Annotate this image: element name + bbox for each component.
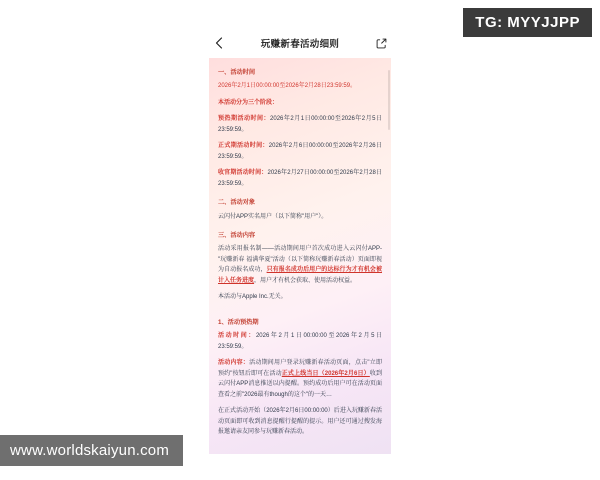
telegram-watermark-badge: TG: MYYJJPP <box>463 8 592 37</box>
paragraph-post: 收到云闪付APP消息推送以内提醒。预约成功后用户可在活动页面查看之前"2026最有though的这个"的一天… <box>218 370 382 398</box>
section-paragraph <box>218 168 382 189</box>
section-paragraph: 云闪付APP实名用户（以下简称"用户"）。 <box>218 213 328 220</box>
paragraph-emphasis: 正式上线当日（2026年2月6日） <box>281 370 370 377</box>
phase-value: 2026年2月6日00:00:00至2026年2月26日23:59:59。 <box>218 143 382 160</box>
phase-value: 2026年2月1日00:00:00至2026年2月5日23:59:59。 <box>218 116 382 133</box>
phase-label: 活动时间： <box>218 333 256 340</box>
navigation-bar <box>203 28 397 58</box>
section-paragraph <box>218 244 382 286</box>
phase-label: 正式期活动时间： <box>218 143 269 150</box>
scrollbar[interactable] <box>388 70 390 130</box>
paragraph-post: ，用户才有机会获取、使用活动权益。 <box>254 277 357 284</box>
rules-body <box>209 58 391 454</box>
paragraph-pre: 活动期间用户登录玩赚新春活动页面，点击"立即预约"按钮后即可在活动 <box>218 360 382 377</box>
section-heading: 三、活动内容 <box>218 232 256 240</box>
chevron-left-icon[interactable] <box>211 35 227 51</box>
rules-content-panel[interactable] <box>209 58 391 454</box>
paragraph-pre: 活动采用报名制——活动期间用户首次成功进入云闪付APP-"玩赚新春 福满华夏"活动（以下简称玩赚新春活动）页面即视为自动报名成功， <box>218 246 382 274</box>
phase-label: 活动内容： <box>218 360 250 367</box>
section-paragraph <box>218 141 382 162</box>
section-paragraph: 2026年2月1日00:00:00至2026年2月28日23:59:59。 <box>218 83 357 90</box>
section-heading: 一、活动时间 <box>218 69 256 76</box>
section-paragraph <box>218 358 382 400</box>
paragraph-emphasis: 只有报名成功后用户的达标行为才有机会被计入任务进度 <box>218 267 382 284</box>
phone-screen <box>203 28 397 460</box>
section-paragraph: 在正式活动开始（2026年2月6日00:00:00）后进入玩赚新春活动页面即可收到消息提醒行提醒的提示。用户还可通过搜发海报邀请亲友同参与玩赚新春活动。 <box>218 408 382 436</box>
section-paragraph <box>218 331 382 352</box>
share-export-icon[interactable] <box>373 35 389 51</box>
phase-value: 2026年2月27日00:00:00至2026年2月28日23:59:59。 <box>218 170 382 187</box>
section-heading: 1、活动预热期 <box>218 318 259 326</box>
site-watermark: www.worldskaiyun.com <box>0 435 183 466</box>
section-paragraph: 本活动分为三个阶段： <box>218 99 279 106</box>
section-heading: 二、活动对象 <box>218 199 256 207</box>
phase-label: 预热期活动时间： <box>218 116 271 123</box>
phase-value: 2026年2月1日00:00:00至2026年2月5日23:59:59。 <box>218 333 382 350</box>
spacer <box>218 309 382 312</box>
phase-label: 收官期活动时间： <box>218 170 268 177</box>
page-title: 玩赚新春活动细则 <box>260 39 340 50</box>
section-paragraph: 本活动与Apple Inc.无关。 <box>218 294 287 301</box>
section-paragraph <box>218 114 382 135</box>
